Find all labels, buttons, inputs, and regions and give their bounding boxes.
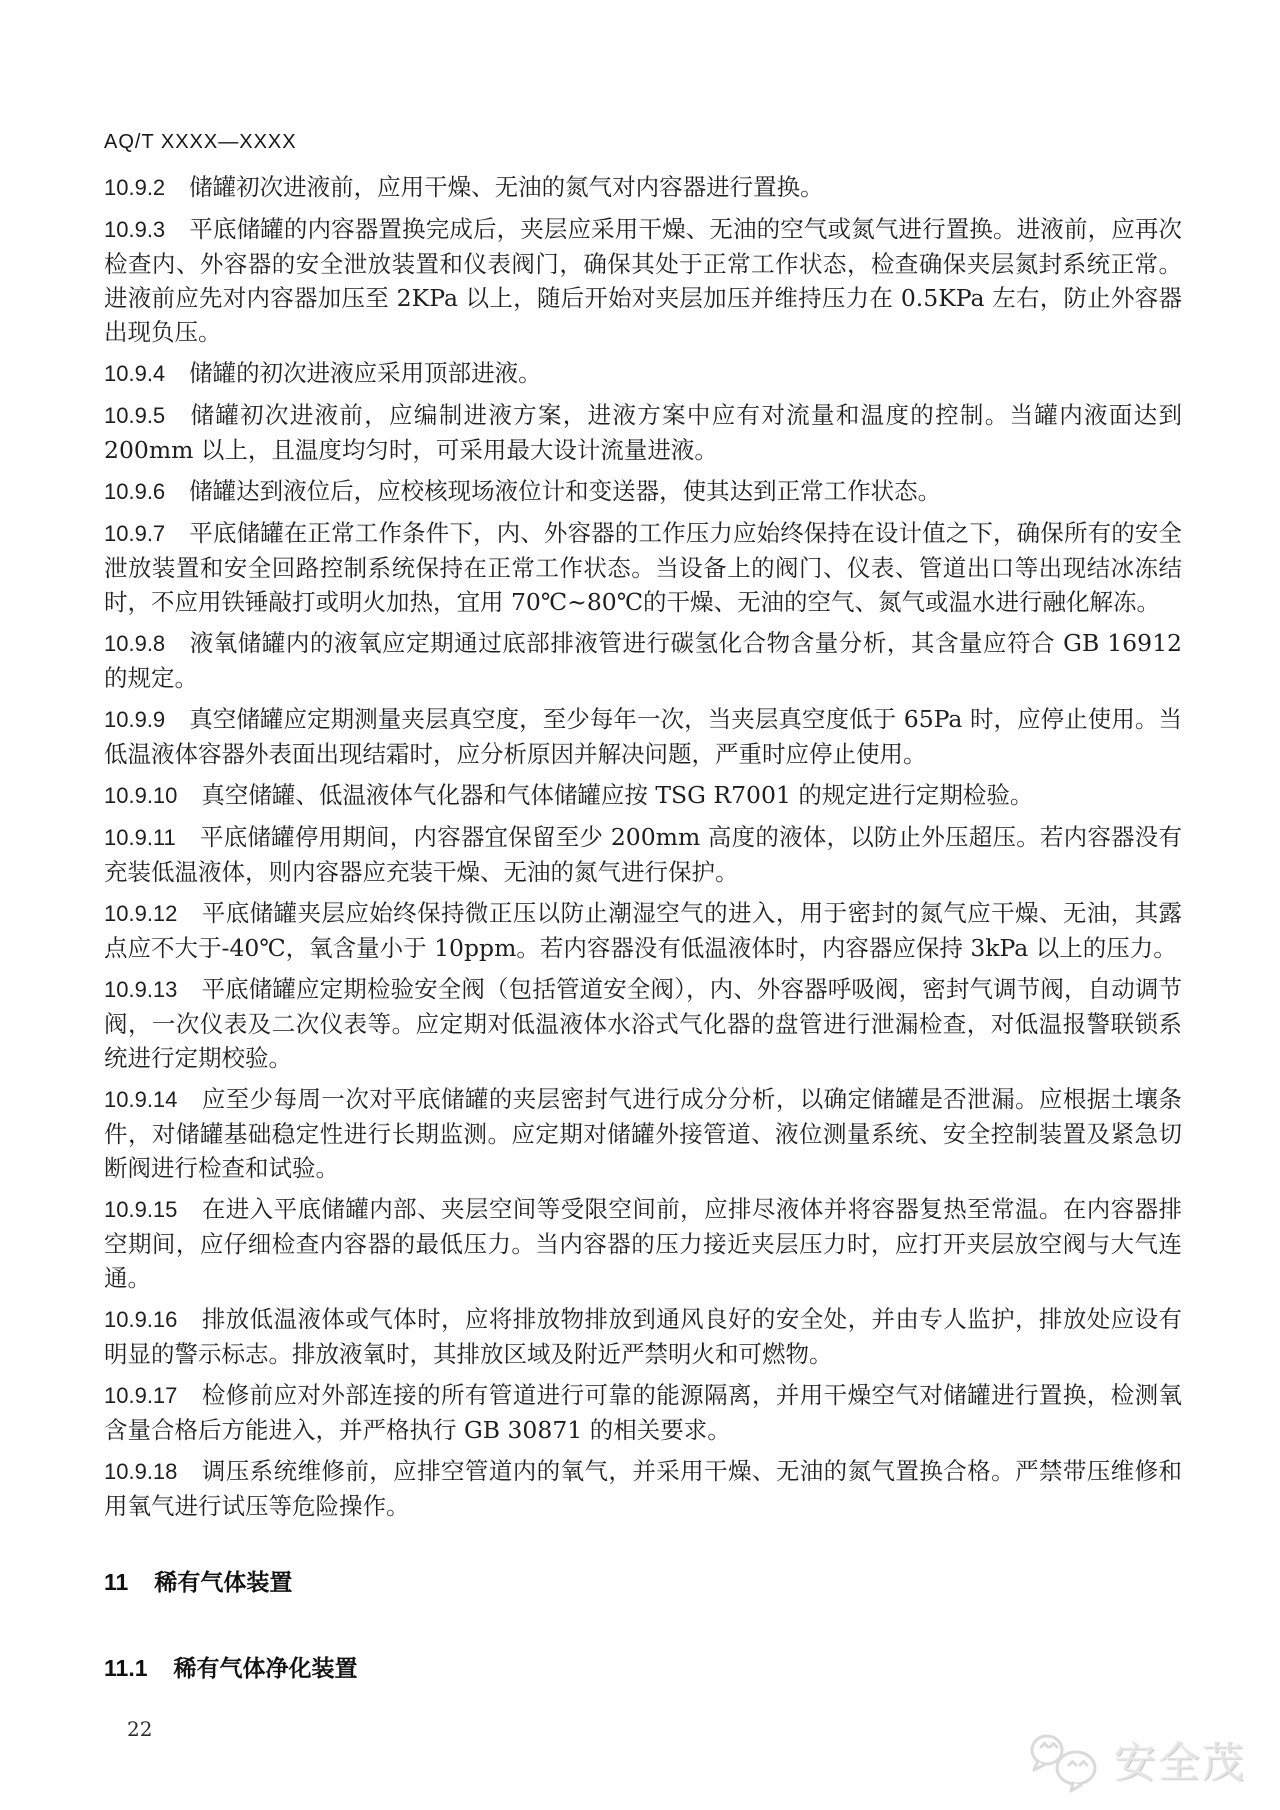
clause-paragraph <box>104 1454 1182 1523</box>
clause-number: 10.9.5 <box>104 403 166 428</box>
clause-text: 储罐达到液位后，应校核现场液位计和变送器，使其达到正常工作状态。 <box>189 477 942 505</box>
clause-number: 10.9.16 <box>104 1307 178 1332</box>
section-heading-11-1 <box>104 1653 1182 1683</box>
clause-number: 10.9.9 <box>104 707 166 732</box>
clause-paragraph <box>104 356 1182 391</box>
clause-paragraph <box>104 626 1182 695</box>
clause-paragraph <box>104 212 1182 349</box>
clause-paragraph <box>104 1378 1182 1447</box>
clause-text: 液氧储罐内的液氧应定期通过底部排液管进行碳氢化合物含量分析，其含量应符合 GB 16912 的规定。 <box>104 629 1182 692</box>
clause-text: 排放低温液体或气体时，应将排放物排放到通风良好的安全处，并由专人监护，排放处应设有明显的警示标志。排放液氧时，其排放区域及附近严禁明火和可燃物。 <box>104 1305 1182 1368</box>
clause-paragraph <box>104 702 1182 771</box>
clause-number: 10.9.17 <box>104 1383 178 1408</box>
document-body <box>104 170 1182 1741</box>
clause-paragraph <box>104 820 1182 889</box>
watermark <box>1024 1732 1246 1794</box>
clause-paragraph <box>104 1192 1182 1295</box>
clause-text: 应至少每周一次对平底储罐的夹层密封气进行成分分析，以确定储罐是否泄漏。应根据土壤条件，对储罐基础稳定性进行长期监测。应定期对储罐外接管道、液位测量系统、安全控制装置及紧急切断阀进行检查和试验。 <box>104 1085 1182 1182</box>
section-heading-11 <box>104 1567 1182 1597</box>
page-number: 22 <box>127 1717 153 1741</box>
clause-number: 10.9.3 <box>104 217 166 242</box>
clause-text: 真空储罐应定期测量夹层真空度，至少每年一次，当夹层真空度低于 65Pa 时，应停止使用。当低温液体容器外表面出现结霜时，应分析原因并解决问题，严重时应停止使用。 <box>104 705 1182 768</box>
clause-text: 平底储罐在正常工作条件下，内、外容器的工作压力应始终保持在设计值之下，确保所有的安全泄放装置和安全回路控制系统保持在正常工作状态。当设备上的阀门、仪表、管道出口等出现结冰冻结时，不应用铁锤敲打或明火加热，宜用 70℃~80℃的干燥、无油的空气、氮气或温水进行融化解冻。 <box>104 519 1182 616</box>
clause-number: 10.9.12 <box>104 901 178 926</box>
clause-number: 10.9.13 <box>104 977 178 1002</box>
clause-text: 调压系统维修前，应排空管道内的氧气，并采用干燥、无油的氮气置换合格。严禁带压维修和用氧气进行试压等危险操作。 <box>104 1457 1182 1520</box>
clause-text: 真空储罐、低温液体气化器和气体储罐应按 TSG R7001 的规定进行定期检验。 <box>201 781 1034 809</box>
section-title: 稀有气体净化装置 <box>173 1655 358 1681</box>
clause-text: 储罐的初次进液应采用顶部进液。 <box>189 359 542 387</box>
clause-text: 在进入平底储罐内部、夹层空间等受限空间前，应排尽液体并将容器复热至常温。在内容器排空期间，应仔细检查内容器的最低压力。当内容器的压力接近夹层压力时，应打开夹层放空阀与大气连通。 <box>104 1195 1182 1292</box>
clause-paragraph <box>104 1082 1182 1185</box>
clause-number: 10.9.8 <box>104 631 166 656</box>
clause-text: 检修前应对外部连接的所有管道进行可靠的能源隔离，并用干燥空气对储罐进行置换，检测氧含量合格后方能进入，并严格执行 GB 30871 的相关要求。 <box>104 1381 1182 1444</box>
clause-number: 10.9.10 <box>104 783 178 808</box>
clause-text: 平底储罐的内容器置换完成后，夹层应采用干燥、无油的空气或氮气进行置换。进液前，应再次检查内、外容器的安全泄放装置和仪表阀门，确保其处于正常工作状态，检查确保夹层氮封系统正常。进液前应先对内容器加压至 2KPa 以上，随后开始对夹层加压并维持压力在 0.5KPa 左右，防止外容器出现负压。 <box>104 215 1182 346</box>
clause-number: 10.9.18 <box>104 1459 178 1484</box>
clause-paragraph <box>104 1302 1182 1371</box>
clause-number: 10.9.7 <box>104 521 166 546</box>
clause-paragraph <box>104 778 1182 813</box>
clause-paragraph <box>104 516 1182 619</box>
clause-paragraph <box>104 972 1182 1075</box>
clause-number: 10.9.2 <box>104 175 166 200</box>
clause-number: 10.9.14 <box>104 1087 178 1112</box>
watermark-label: 安全茂 <box>1113 1739 1246 1786</box>
clause-text: 平底储罐应定期检验安全阀（包括管道安全阀），内、外容器呼吸阀，密封气调节阀，自动调节阀，一次仪表及二次仪表等。应定期对低温液体水浴式气化器的盘管进行泄漏检查，对低温报警联锁系统进行定期校验。 <box>104 975 1182 1072</box>
clause-text: 平底储罐停用期间，内容器宜保留至少 200mm 高度的液体，以防止外压超压。若内容器没有充装低温液体，则内容器应充装干燥、无油的氮气进行保护。 <box>104 823 1182 886</box>
clause-paragraph <box>104 170 1182 205</box>
clause-text: 储罐初次进液前，应用干燥、无油的氮气对内容器进行置换。 <box>189 173 824 201</box>
document-code-header: AQ/T XXXX—XXXX <box>104 131 297 153</box>
clause-number: 10.9.15 <box>104 1197 178 1222</box>
clause-text: 储罐初次进液前，应编制进液方案，进液方案中应有对流量和温度的控制。当罐内液面达到 200mm 以上，且温度均匀时，可采用最大设计流量进液。 <box>104 401 1182 464</box>
clause-number: 10.9.4 <box>104 361 166 386</box>
clause-paragraph <box>104 398 1182 467</box>
section-title: 稀有气体装置 <box>154 1569 293 1595</box>
clause-number: 10.9.6 <box>104 479 166 504</box>
clause-paragraph <box>104 474 1182 509</box>
section-number: 11.1 <box>104 1655 148 1681</box>
section-number: 11 <box>104 1569 129 1595</box>
chat-bubbles-icon <box>1024 1732 1104 1794</box>
clause-paragraph <box>104 896 1182 965</box>
clause-text: 平底储罐夹层应始终保持微正压以防止潮湿空气的进入，用于密封的氮气应干燥、无油，其露点应不大于-40℃，氧含量小于 10ppm。若内容器没有低温液体时，内容器应保持 3kPa 以上的压力。 <box>104 899 1182 962</box>
clause-number: 10.9.11 <box>104 825 176 850</box>
